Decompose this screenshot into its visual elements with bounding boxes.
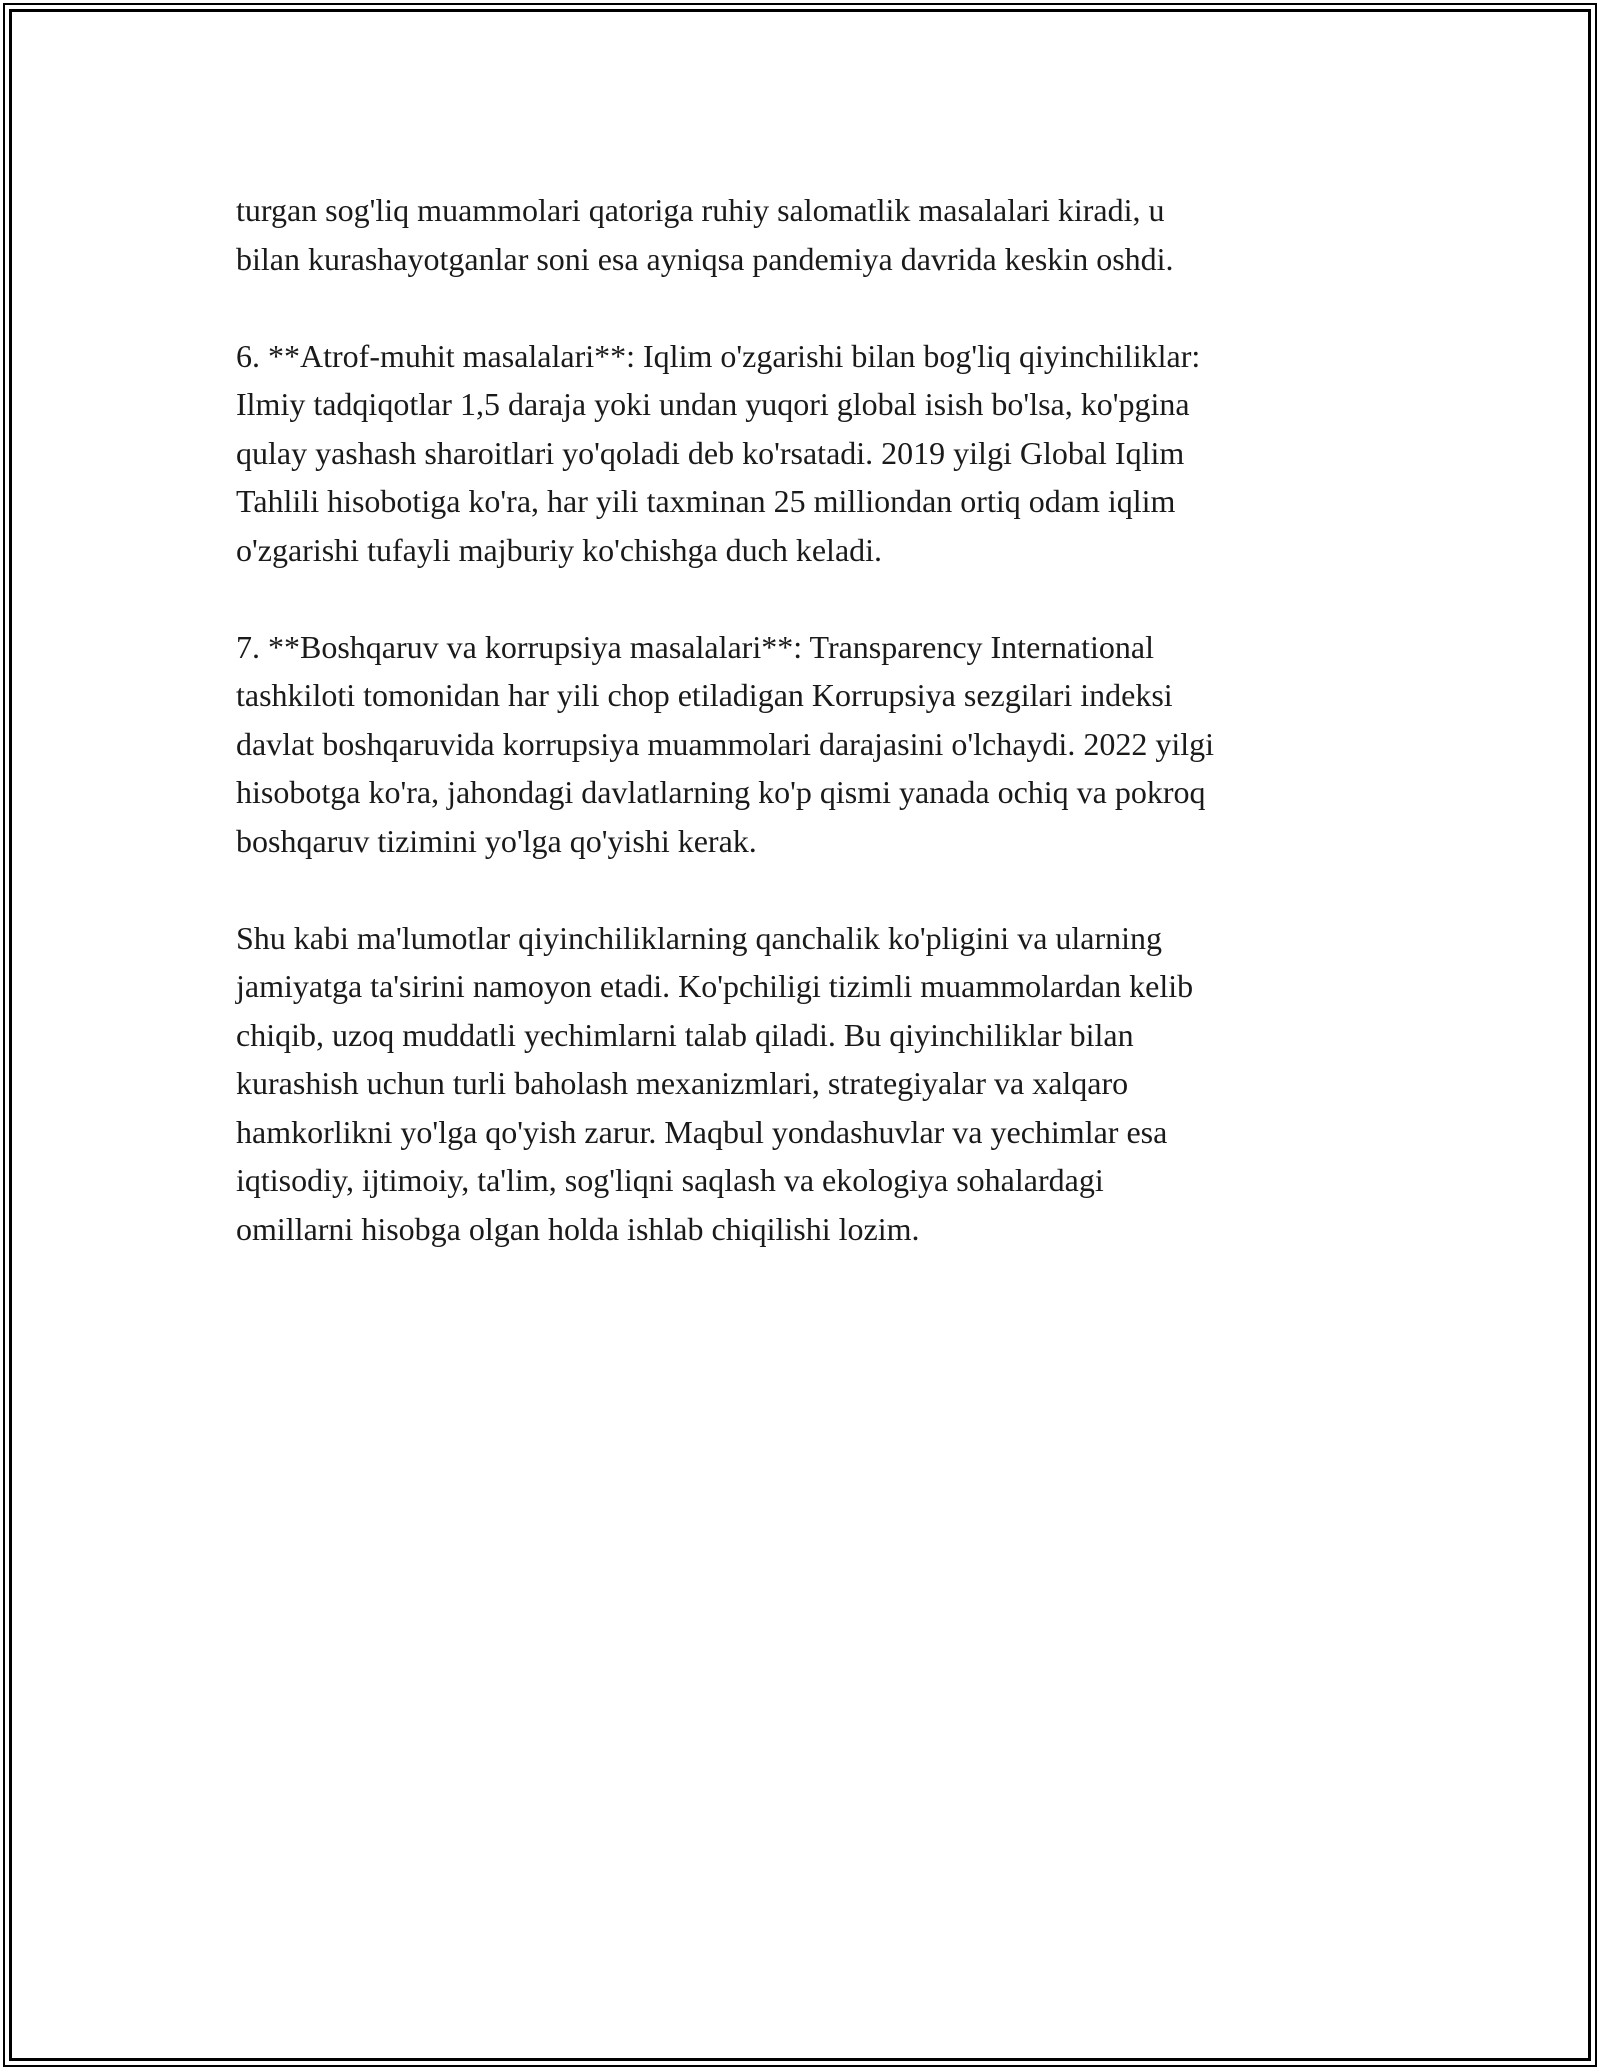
paragraph-conclusion: [236, 914, 1376, 1254]
paragraph-gap: [236, 865, 1376, 914]
paragraph-mental-health: [236, 186, 1376, 283]
text-line: Tahlili hisobotiga ko'ra, har yili taxminan 25 milliondan ortiq odam iqlim: [236, 483, 1176, 519]
text-line: Ilmiy tadqiqotlar 1,5 daraja yoki undan yuqori global isish bo'lsa, ko'pgina: [236, 386, 1190, 422]
paragraph-gap: [236, 574, 1376, 623]
paragraph-environment: [236, 332, 1376, 575]
text-line: Shu kabi ma'lumotlar qiyinchiliklarning qanchalik ko'pligini va ularning: [236, 919, 1163, 956]
text-line: davlat boshqaruvida korrupsiya muammolari darajasini o'lchaydi. 2022 yilgi: [236, 725, 1214, 762]
text-line: iqtisodiy, ijtimoiy, ta'lim, sog'liqni saqlash va ekologiya sohalardagi: [236, 1162, 1104, 1198]
document-body: [236, 186, 1376, 1253]
text-line: kurashish uchun turli baholash mexanizmlari, strategiyalar va xalqaro: [236, 1065, 1129, 1101]
text-line: turgan sog'liq muammolari qatoriga ruhiy salomatlik masalalari kiradi, u: [236, 192, 1165, 228]
text-line: omillarni hisobga olgan holda ishlab chiqilishi lozim.: [236, 1210, 920, 1247]
text-line: tashkiloti tomonidan har yili chop etiladigan Korrupsiya sezgilari indeksi: [236, 677, 1173, 713]
paragraph-governance: [236, 623, 1376, 866]
paragraph-gap: [236, 283, 1376, 332]
text-line: 7. **Boshqaruv va korrupsiya masalalari**: Transparency International: [236, 628, 1154, 665]
text-line: hisobotga ko'ra, jahondagi davlatlarning ko'p qismi yanada ochiq va pokroq: [236, 774, 1206, 810]
text-line: o'zgarishi tufayli majburiy ko'chishga duch keladi.: [236, 531, 883, 568]
text-line: 6. **Atrof-muhit masalalari**: Iqlim o'zgarishi bilan bog'liq qiyinchiliklar:: [236, 337, 1201, 374]
text-line: qulay yashash sharoitlari yo'qoladi deb ko'rsatadi. 2019 yilgi Global Iqlim: [236, 434, 1185, 471]
text-line: jamiyatga ta'sirini namoyon etadi. Ko'pchiligi tizimli muammolardan kelib: [236, 968, 1194, 1004]
text-line: hamkorlikni yo'lga qo'yish zarur. Maqbul yondashuvlar va yechimlar esa: [236, 1113, 1168, 1150]
text-line: bilan kurashayotganlar soni esa ayniqsa pandemiya davrida keskin oshdi.: [236, 240, 1174, 277]
text-line: chiqib, uzoq muddatli yechimlarni talab qiladi. Bu qiyinchiliklar bilan: [236, 1016, 1134, 1053]
text-line: boshqaruv tizimini yo'lga qo'yishi kerak.: [236, 822, 757, 859]
